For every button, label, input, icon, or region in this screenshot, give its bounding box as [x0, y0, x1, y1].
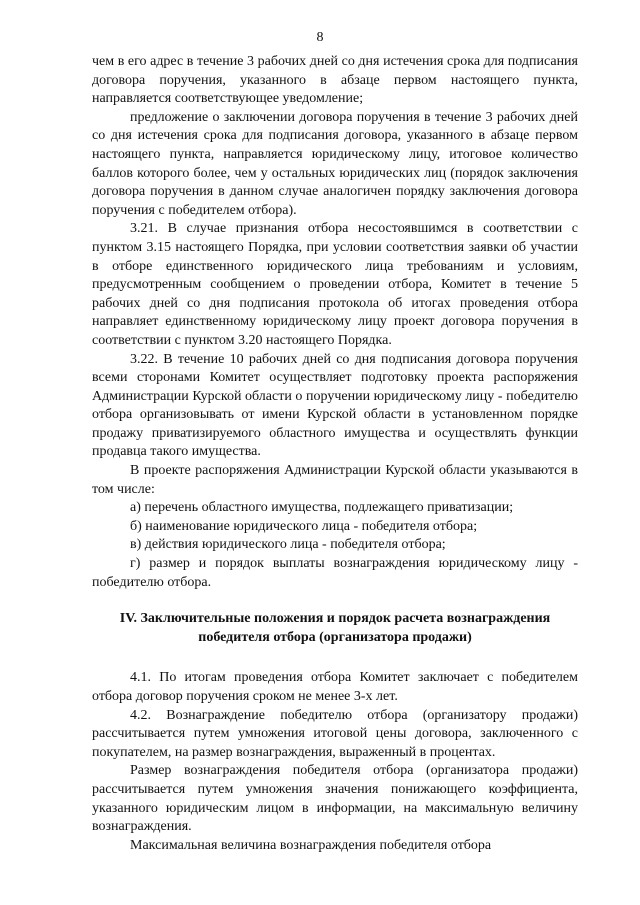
paragraph: 4.2. Вознаграждение победителю отбора (организатору продажи) рассчитывается путем умножения итоговой цены договора, заключенного с покупателем, на размер вознаграждения, выраженный в процентах.: [92, 707, 578, 760]
paragraph: Размер вознаграждения победителя отбора (организатора продажи) рассчитывается путем умножения значения понижающего коэффициента, указанного юридическим лицом в информации, на максимальную величину вознаграждения.: [92, 763, 578, 835]
paragraphs-after-section: [92, 669, 578, 855]
paragraph: Максимальная величина вознаграждения победителя отбора: [130, 837, 492, 853]
paragraph: чем в его адрес в течение 3 рабочих дней со дня истечения срока для подписания договора поручения, указанного в абзаце первом настоящего пункта, направляется соответствующее уведомление;: [92, 54, 578, 107]
paragraph: предложение о заключении договора поручения в течение 3 рабочих дней со дня истечения срока для подписания договора, указанного в абзаце первом настоящего пункта, направляется юридическому лицу, итоговое количество баллов которого более, чем у остальных юридических лиц (порядок заключения договора поручения в данном случае аналогичен порядку заключения договора поручения с победителем отбора).: [92, 109, 578, 218]
paragraph: б) наименование юридического лица - победителя отбора;: [130, 518, 478, 534]
paragraph: 4.1. По итогам проведения отбора Комитет заключает с победителем отбора договор поручения сроком не менее 3-х лет.: [92, 670, 578, 704]
section-heading: [92, 610, 578, 647]
paragraph: г) размер и порядок выплаты вознаграждения юридическому лицу - победителю отбора.: [92, 556, 578, 590]
paragraph: 3.22. В течение 10 рабочих дней со дня подписания договора поручения всеми сторонами Комитет осуществляет подготовку проекта распоряжения Администрации Курской области о поручении юридическому лицу - победителю отбора организовывать от имени Курской области в установленном порядке продажу приватизируемого областного имущества и осуществлять функции продавца такого имущества.: [92, 351, 578, 460]
paragraphs-before-section: [92, 53, 578, 592]
paragraph: а) перечень областного имущества, подлежащего приватизации;: [130, 500, 514, 516]
page-number: 8: [316, 30, 324, 45]
page-content: [92, 53, 578, 855]
paragraph: в) действия юридического лица - победителя отбора;: [130, 537, 446, 553]
paragraph: В проекте распоряжения Администрации Курской области указываются в том числе:: [92, 463, 578, 497]
section-heading-line-1: IV. Заключительные положения и порядок расчета вознаграждения: [119, 611, 551, 627]
paragraph: 3.21. В случае признания отбора несостоявшимся в соответствии с пунктом 3.15 настоящего Порядка, при условии соответствия заявки об участии в отборе единственного юридического лица требованиям и условиям, предусмотренным сообщением о проведении отбора, Комитет в течение 5 рабочих дней со дня подписания протокола об итогах проведения отбора направляет единственному юридическому лицу проект договора поручения в соответствии с пунктом 3.20 настоящего Порядка.: [92, 221, 578, 348]
section-heading-line-2: победителя отбора (организатора продажи): [198, 629, 472, 645]
